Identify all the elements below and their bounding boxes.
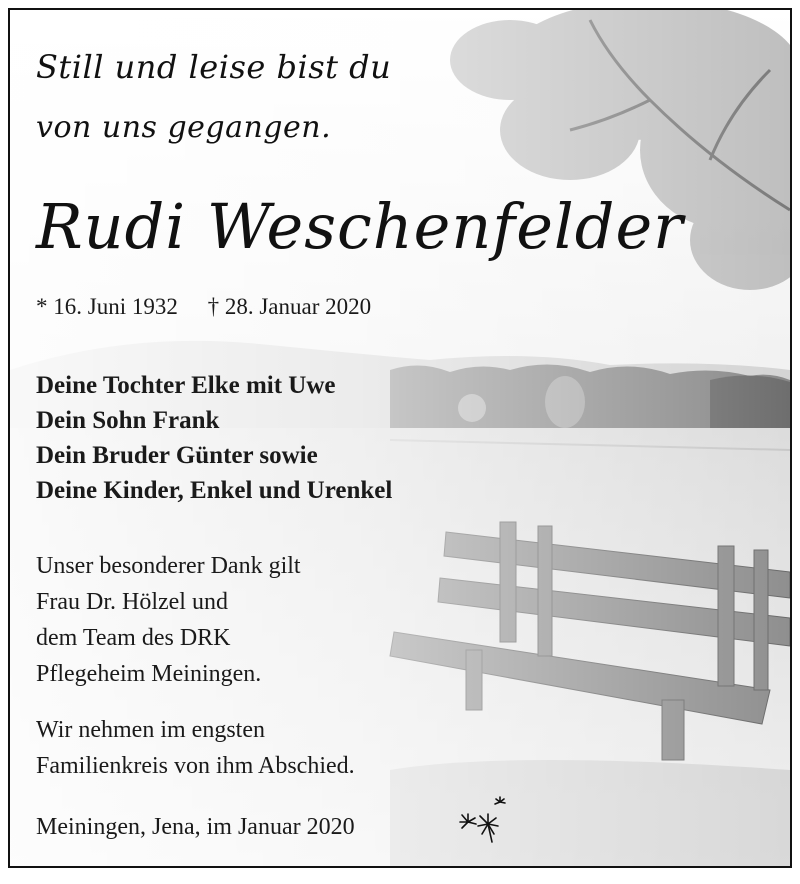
thanks-line: Unser besonderer Dank gilt — [36, 553, 301, 579]
death-date: † 28. Januar 2020 — [207, 294, 372, 319]
deceased-name: Rudi Weschenfelder — [36, 190, 684, 263]
motto-line-1: Still und leise bist du — [36, 48, 392, 86]
mourner-line: Dein Sohn Frank — [36, 407, 220, 434]
mourner-line: Deine Kinder, Enkel und Urenkel — [36, 477, 393, 504]
farewell-line: Familienkreis von ihm Abschied. — [36, 753, 355, 779]
obituary-card — [8, 8, 792, 868]
birth-date: * 16. Juni 1932 — [36, 294, 178, 319]
farewell-paragraph — [36, 712, 355, 784]
dandelion-seeds-icon — [448, 794, 512, 850]
thanks-line: dem Team des DRK — [36, 625, 231, 651]
farewell-line: Wir nehmen im engsten — [36, 717, 265, 743]
thanks-paragraph — [36, 548, 301, 692]
thanks-line: Pflegeheim Meiningen. — [36, 661, 262, 687]
thanks-line: Frau Dr. Hölzel und — [36, 589, 228, 615]
motto-line-2: von uns gegangen. — [36, 110, 332, 145]
place-and-date: Meiningen, Jena, im Januar 2020 — [36, 814, 355, 840]
life-dates — [36, 294, 395, 320]
mourners-list — [36, 368, 392, 508]
notice-text — [10, 10, 790, 866]
mourner-line: Dein Bruder Günter sowie — [36, 442, 318, 469]
mourner-line: Deine Tochter Elke mit Uwe — [36, 372, 336, 399]
